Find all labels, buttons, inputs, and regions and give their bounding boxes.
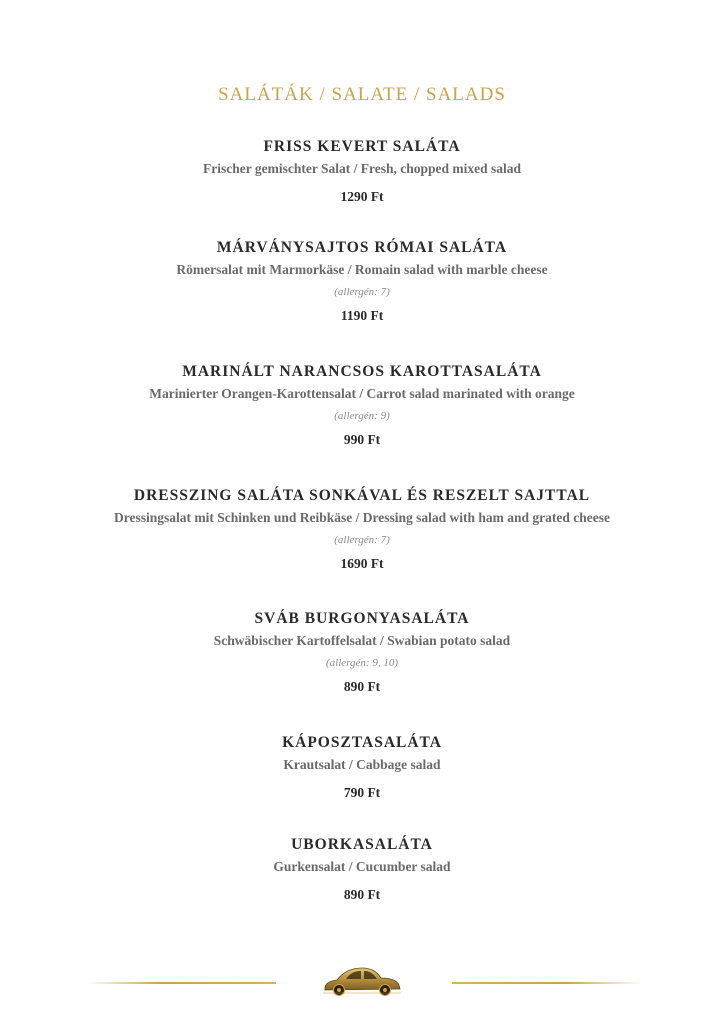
item-name: DRESSZING SALÁTA SONKÁVAL ÉS RESZELT SAJTTAL [133, 487, 591, 504]
item-name: UBORKASALÁTA [291, 836, 433, 853]
vintage-car-icon [321, 963, 403, 997]
item-description: Schwäbischer Kartoffelsalat / Swabian potato salad [213, 633, 511, 648]
menu-item-kaposztasalata [0, 733, 724, 802]
menu-item-marinalt-narancsos-karottasalata [0, 362, 724, 449]
item-name: MARINÁLT NARANCSOS KAROTTASALÁTA [182, 363, 542, 380]
menu-item-dresszing-salata [0, 486, 724, 573]
item-price: 890 Ft [343, 679, 381, 694]
footer-divider-left [86, 982, 276, 984]
item-allergen: (allergén: 7) [334, 286, 390, 298]
item-price: 890 Ft [343, 887, 381, 902]
item-description: Krautsalat / Cabbage salad [283, 757, 441, 772]
item-allergen: (allergén: 7) [334, 534, 390, 546]
item-name: KÁPOSZTASALÁTA [282, 734, 442, 751]
item-price: 1190 Ft [340, 308, 384, 323]
item-name: MÁRVÁNYSAJTOS RÓMAI SALÁTA [216, 239, 508, 256]
item-description: Marinierter Orangen-Karottensalat / Carrot salad marinated with orange [149, 386, 575, 401]
item-description: Römersalat mit Marmorkäse / Romain salad with marble cheese [176, 262, 548, 277]
item-price: 990 Ft [343, 432, 381, 447]
item-allergen: (allergén: 9, 10) [326, 657, 398, 669]
item-description: Frischer gemischter Salat / Fresh, chopped mixed salad [203, 161, 521, 176]
footer-divider-right [452, 982, 642, 984]
item-allergen: (allergén: 9) [334, 410, 390, 422]
menu-item-uborkasalata [0, 835, 724, 904]
item-price: 1690 Ft [340, 556, 384, 571]
section-title: SALÁTÁK / SALATE / SALADS [218, 84, 506, 105]
item-price: 1290 Ft [340, 189, 384, 204]
item-price: 790 Ft [343, 785, 381, 800]
menu-item-marvanysajtos-romai-salata [0, 238, 724, 325]
item-description: Dressingsalat mit Schinken und Reibkäse / Dressing salad with ham and grated cheese [113, 510, 611, 525]
item-name: SVÁB BURGONYASALÁTA [254, 610, 470, 627]
menu-item-friss-kevert-salata [0, 137, 724, 206]
item-description: Gurkensalat / Cucumber salad [273, 859, 451, 874]
item-name: FRISS KEVERT SALÁTA [263, 138, 461, 155]
menu-item-svab-burgonyasalata [0, 609, 724, 696]
